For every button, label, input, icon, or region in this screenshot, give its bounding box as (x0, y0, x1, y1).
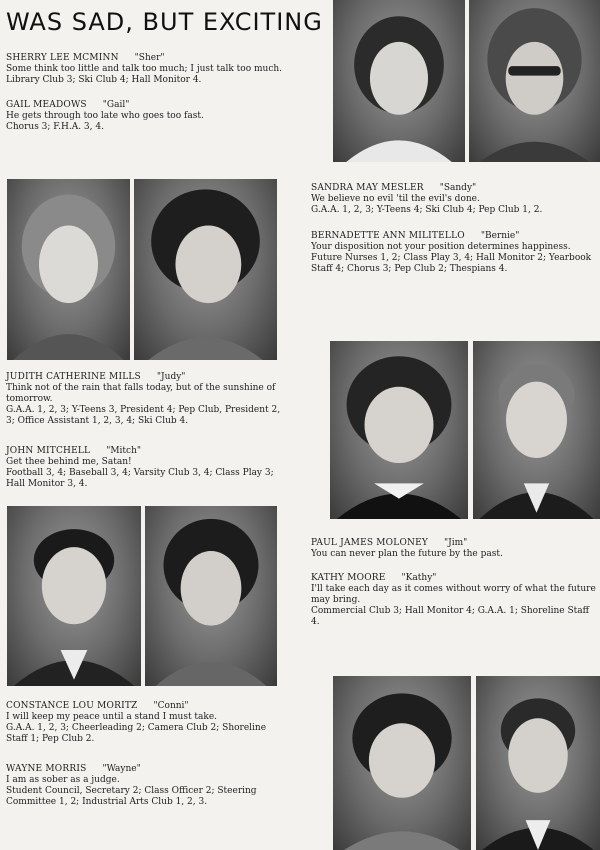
portrait-photo-low-2 (145, 506, 277, 686)
portrait-photo-low-1 (7, 506, 141, 686)
student-activities: Student Council, Secretary 2; Class Officer 2; Steering Committee 1, 2; Industrial Arts Club 1, 2, 3. (6, 786, 257, 807)
student-nickname: "Wayne" (102, 764, 141, 774)
portrait-photo-bottom-1 (333, 676, 471, 850)
student-nickname: "Mitch" (106, 446, 142, 456)
student-name: BERNADETTE ANN MILITELLO (311, 231, 465, 241)
student-quote: You can never plan the future by the past. (311, 549, 503, 559)
student-nickname: "Bernie" (480, 231, 520, 241)
senior-entry (311, 538, 597, 560)
portrait-photo-top-1 (333, 0, 465, 162)
student-activities: G.A.A. 1, 2, 3; Y-Teens 4; Ski Club 4; Pep Club 1, 2. (311, 205, 543, 215)
senior-entry (6, 701, 282, 745)
student-quote: We believe no evil 'til the evil's done. (311, 194, 480, 204)
student-activities: Future Nurses 1, 2; Class Play 3, 4; Hall Monitor 2; Yearbook Staff 4; Chorus 3; Pep Club 2; Thespians 4. (311, 253, 592, 274)
portrait-photo-top-2 (469, 0, 600, 162)
portrait-photo-mid-4 (473, 341, 600, 519)
student-name: CONSTANCE LOU MORITZ (6, 701, 138, 711)
student-quote: Some think too little and talk too much; I just talk too much. (6, 64, 283, 74)
student-activities: Football 3, 4; Baseball 3, 4; Varsity Club 3, 4; Class Play 3; Hall Monitor 3, 4. (6, 468, 274, 489)
senior-entry (6, 53, 324, 86)
portrait-photo-mid-3 (330, 341, 468, 519)
student-quote: I am as sober as a judge. (6, 775, 120, 785)
student-nickname: "Sandy" (439, 183, 477, 193)
student-activities: G.A.A. 1, 2, 3; Y-Teens 3, President 4; Pep Club, President 2, 3; Office Assistant 1, 2, 3, 4; Ski Club 4. (6, 405, 281, 426)
senior-entry (6, 764, 282, 808)
student-activities: G.A.A. 1, 2, 3; Cheerleading 2; Camera Club 2; Shoreline Staff 1; Pep Club 2. (6, 723, 267, 744)
student-name: JOHN MITCHELL (6, 446, 91, 456)
student-name: SHERRY LEE MCMINN (6, 53, 119, 63)
senior-entry (6, 446, 282, 490)
senior-entry (6, 100, 324, 133)
student-name: KATHY MOORE (311, 573, 386, 583)
portrait-photo-bottom-2 (476, 676, 600, 850)
page-title: WAS SAD, BUT EXCITING (6, 8, 323, 36)
student-name: PAUL JAMES MOLONEY (311, 538, 429, 548)
senior-entry (311, 231, 597, 275)
student-nickname: "Jim" (444, 538, 468, 548)
student-name: WAYNE MORRIS (6, 764, 87, 774)
student-name: SANDRA MAY MESLER (311, 183, 424, 193)
student-name: JUDITH CATHERINE MILLS (6, 372, 141, 382)
student-quote: Get thee behind me, Satan! (6, 457, 132, 467)
student-quote: Your disposition not your position determines happiness. (311, 242, 571, 252)
portrait-photo-mid-2 (134, 179, 277, 360)
student-activities: Commercial Club 3; Hall Monitor 4; G.A.A. 1; Shoreline Staff 4. (311, 606, 590, 627)
senior-entry (6, 372, 282, 427)
student-nickname: "Gail" (102, 100, 130, 110)
portrait-photo-mid-1 (7, 179, 130, 360)
senior-entry (311, 183, 597, 216)
student-quote: Think not of the rain that falls today, but of the sunshine of tomorrow. (6, 383, 276, 404)
student-nickname: "Sher" (134, 53, 165, 63)
student-activities: Library Club 3; Ski Club 4; Hall Monitor 4. (6, 75, 202, 85)
student-nickname: "Kathy" (401, 573, 437, 583)
student-name: GAIL MEADOWS (6, 100, 87, 110)
student-quote: I will keep my peace until a stand I must take. (6, 712, 218, 722)
student-nickname: "Judy" (156, 372, 186, 382)
senior-entry (311, 573, 597, 628)
student-quote: I'll take each day as it comes without worry of what the future may bring. (311, 584, 596, 605)
student-quote: He gets through too late who goes too fast. (6, 111, 204, 121)
student-activities: Chorus 3; F.H.A. 3, 4. (6, 122, 104, 132)
student-nickname: "Conni" (153, 701, 189, 711)
